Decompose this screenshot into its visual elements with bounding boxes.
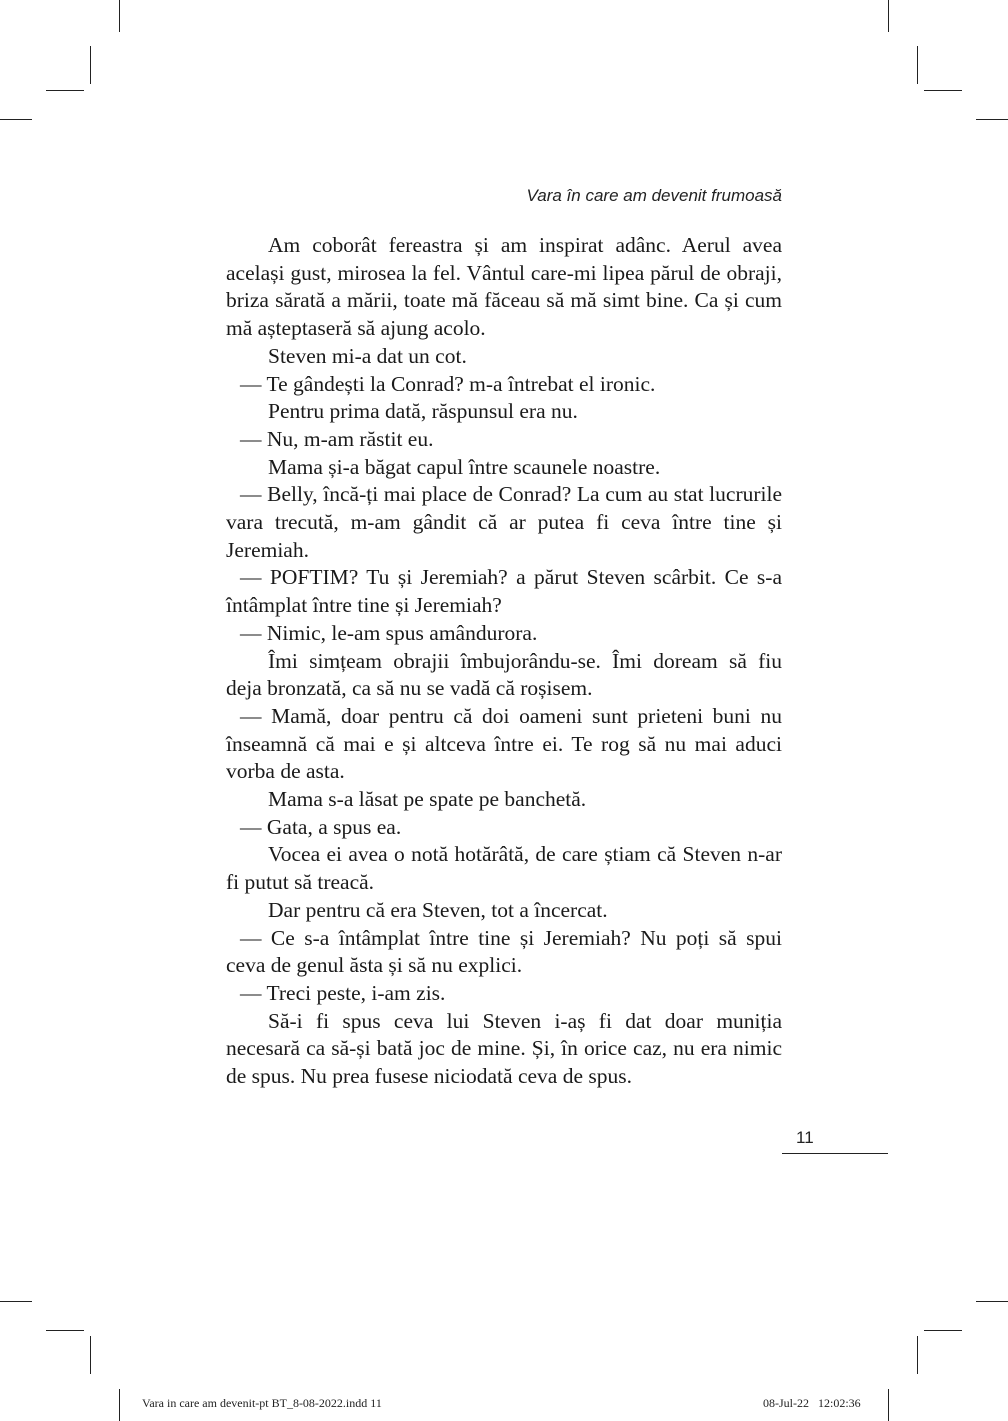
paragraph: — Mamă, doar pentru că doi oameni sunt prieteni buni nu înseamnă că mai e și altceva între ei. Te rog să nu mai aduci vorba de asta. <box>226 703 782 784</box>
crop-mark <box>90 1336 91 1374</box>
paragraph: — Treci peste, i-am zis. <box>240 980 446 1005</box>
crop-mark <box>90 46 91 84</box>
body-text <box>226 232 782 1091</box>
crop-mark <box>924 90 962 91</box>
crop-mark <box>119 1389 120 1421</box>
crop-mark <box>976 119 1008 120</box>
crop-mark <box>976 1301 1008 1302</box>
paragraph: Vocea ei avea o notă hotărâtă, de care știam că Steven n-ar fi putut să treacă. <box>226 842 782 895</box>
crop-mark <box>924 1330 962 1331</box>
running-header: Vara în care am devenit frumoasă <box>526 186 782 205</box>
crop-mark <box>46 90 84 91</box>
paragraph: Steven mi-a dat un cot. <box>268 343 467 368</box>
paragraph: Dar pentru că era Steven, tot a încercat. <box>268 897 608 922</box>
crop-mark <box>119 0 120 32</box>
paragraph: — Ce s-a întâmplat între tine și Jeremiah? Nu poți să spui ceva de genul ăsta și să nu explici. <box>226 925 782 978</box>
paragraph: Mama s-a lăsat pe spate pe banchetă. <box>268 787 587 812</box>
paragraph: Pentru prima dată, răspunsul era nu. <box>268 399 578 424</box>
paragraph: — Gata, a spus ea. <box>240 814 402 839</box>
crop-mark <box>888 1389 889 1421</box>
crop-mark <box>888 0 889 32</box>
paragraph: — Belly, încă-ți mai place de Conrad? La cum au stat lucrurile vara trecută, m-am gândit că ar putea fi ceva între tine și Jeremiah. <box>226 482 782 562</box>
crop-mark <box>0 119 32 120</box>
crop-mark <box>0 1301 32 1302</box>
page-number: 11 <box>796 1128 814 1147</box>
paragraph: Am coborât fereastra și am inspirat adânc. Aerul avea același gust, mirosea la fel. Vântul care-mi lipea părul de obraji, briza sărată a mării, toate mă făceau să mă simt bine. Ca și cum mă așteptaseră să ajung acolo. <box>226 233 782 341</box>
crop-mark <box>917 46 918 84</box>
crop-mark <box>917 1336 918 1374</box>
slug-time: 12:02:36 <box>818 1396 861 1410</box>
paragraph: Îmi simțeam obrajii îmbujorându-se. Îmi doream să fiu deja bronzată, ca să nu se vadă că roșisem. <box>226 648 782 701</box>
slug-date: 08-Jul-22 <box>763 1396 809 1410</box>
crop-mark <box>46 1330 84 1331</box>
paragraph: — Te gândești la Conrad? m-a întrebat el ironic. <box>240 371 656 396</box>
paragraph: — POFTIM? Tu și Jeremiah? a părut Steven scârbit. Ce s-a întâmplat între tine și Jeremiah? <box>226 565 782 618</box>
page-number-rule <box>782 1153 888 1154</box>
paragraph: Să-i fi spus ceva lui Steven i-aș fi dat doar muniția necesară ca să-și bată joc de mine. Și, în orice caz, nu era nimic de spus. Nu prea fusese niciodată ceva de spus. <box>226 1008 782 1089</box>
paragraph: Mama și-a băgat capul între scaunele noastre. <box>268 454 661 479</box>
paragraph: — Nimic, le-am spus amândurora. <box>240 620 538 645</box>
slug-filename: Vara in care am devenit-pt BT_8-08-2022.indd 11 <box>142 1396 382 1410</box>
paragraph: — Nu, m-am răstit eu. <box>240 426 434 451</box>
